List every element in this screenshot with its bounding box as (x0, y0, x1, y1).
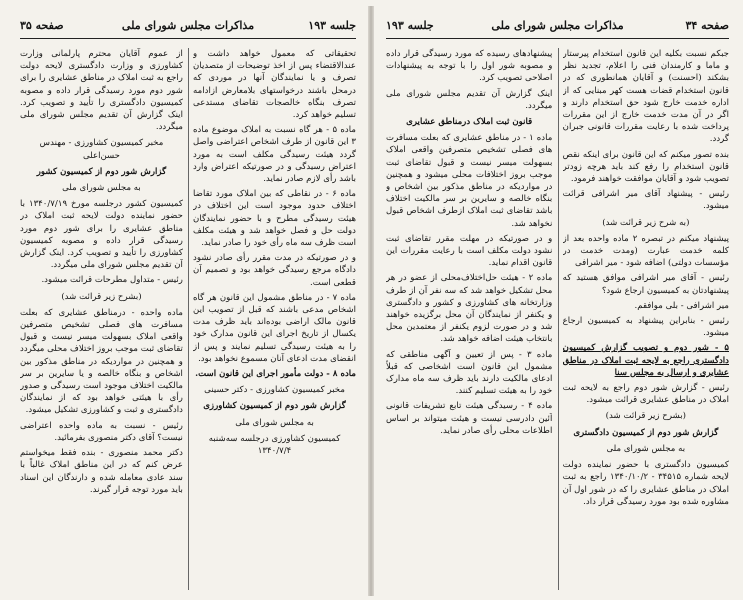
report-title: گزارش شور دوم از کمیسیون کشاورزی (203, 401, 346, 412)
left-page-column-right (193, 48, 356, 590)
paragraph: جبکم نسبت بکلیه این قانون استخدام پیرستار و ماما و کارمندان فنی را اعلام، تجدید نظر بشکند (احسنت) و آقایان همانطوری که در قانون استخدام قضات هست کهر مبنایی که از اداره خدمت خارج شود حق استخدام دارند و اگر در آن مدت خدمت خارج از این مقررات پرداخت شده با رعایت مقررات قانونی جبران گردد. (562, 49, 729, 145)
agenda-item-heading: ۵ - شور دوم و تصویب گزارش کمیسیون دادگستری راجع به لایحه ثبت املاک در مناطق عشایری و ارسال به مجلس سنا (562, 343, 729, 378)
right-page-column-left (386, 48, 552, 590)
article-3: ماده ۳ - پس از تعیین و آگهی مناطقی که مشمول این قانون است اشخاصی که قبلاً ادعای مالکیت دارند باید ظرف سه ماه مدارک خود را به هیئت تسلیم کنند. (386, 349, 553, 397)
signature-line: مخبر کمیسیون کشاورزی - دکتر حسینی (204, 385, 345, 396)
article-7: ماده ۷ - در مناطق مشمول این قانون هر گاه اشخاص مدعی باشند که قبل از تصویب این قانون مالک اراضی بوده‌اند باید ظرف مدت یکسال از تاریخ اجرای این قانون مدارک خود را به هیئت رسیدگی تسلیم نمایند و پس از انقضای مدت ادعای آنان مسموع نخواهد بود. (193, 292, 356, 364)
report-addressee: به مجلس شورای ملی (606, 443, 686, 454)
paragraph: کمیسیون دادگستری با حضور نماینده دولت لایحه شماره ۳۴۵۱۵ - ۱۳۴۰/۱۰/۲ راجع به ثبت املاک در مناطق عشایری را که در شور اول آن مشاوره شده بود مورد رسیدگی قرار داد. (562, 460, 729, 507)
paragraph: پیشنهادهای رسیده که مورد رسیدگی قرار داده و مصوبه شور اول را با توجه به پیشنهادات اصلاحی تصویب کرد. (386, 49, 553, 84)
speaker-line: رئیس - آقای میر اشرافی موافق هستید که پیشنهادتان به کمیسیون ارجاع شود؟ (562, 273, 729, 296)
left-page-header (20, 18, 356, 39)
right-page-number: صفحه ۳۴ (685, 19, 729, 32)
speaker-line: میر اشرافی - بلی موافقم. (634, 300, 729, 311)
left-page-journal-title: مذاکرات مجلس شورای ملی (121, 19, 255, 32)
speaker-line: دکتر محمد منصوری - بنده فقط میخواستم عرض کنم که در این مناطق املاک غالباً با سند عادی معامله شده و دارندگان این اسناد باید مورد توجه قرار گیرند. (20, 448, 183, 495)
right-page-journal-title: مذاکرات مجلس شورای ملی (491, 19, 624, 32)
right-page (372, 0, 743, 600)
report-session-date: کمیسیون کشاورزی درجلسه سه‌شنبه ۱۳۴۰/۷/۴ (208, 433, 341, 457)
article-8: ماده ۸ - دولت مأمور اجرای این قانون است. (195, 369, 356, 380)
speaker-line: رئیس - بنابراین پیشنهاد به کمیسیون ارجاع میشود. (562, 316, 729, 339)
column-divider (188, 48, 189, 590)
proposal-text: پیشنهاد میکنم در تبصره ۲ ماده واحده بعد از کلمه خدمت عبارت (ومدت خدمت در مؤسسات دولتی) اضافه شود - میر اشرافی (562, 233, 729, 269)
right-page-column-right (563, 48, 729, 590)
article-2: ماده ۲ - هیئت حل‌اختلاف‌محلی از عضو در هر محل تشکیل خواهد شد که سه نفر آن از طرف وزارتخانه های کشاورزی و کشور و دادگستری و یکنفر از نمایندگان آن محل برگزیده خواهند شد و در صورت لزوم یکنفر از معتمدین محل بانتخاب هیئت اضافه خواهد شد. (386, 273, 553, 345)
speaker-line: رئیس - گزارش شور دوم راجع به لایحه ثبت املاک در مناطق عشایری قرائت میشود. (562, 383, 729, 406)
article-1: ماده ۱ - در مناطق عشایری که بعلت مسافرت های فصلی تشخیص متصرفین واقعی املاک بسهولت میسر نیست و قبول تقاضای ثبت موجب بروز اختلافات محلی میشود و همچنین در مواردیکه در مناطق مذکور بین اشخاص و بنگاه خالصه و سایرین بر سر مالکیت اختلاف باشد تقاضای ثبت املاک ازطرف اشخاص قبول نخواهد شد. (386, 133, 553, 229)
paragraph: و در صورتیکه در مدت مقرر رأی صادر نشود دادگاه مرجع رسیدگی خواهد بود و تصمیم آن قطعی است. (193, 253, 356, 288)
column-divider (558, 48, 559, 590)
article-5: ماده ۵ - هر گاه نسبت به املاک موضوع ماده ۳ این قانون از طرف اشخاص اعتراضی واصل گردد هیئت رسیدگی مکلف است به مورد اعتراض رسیدگی و در صورتیکه اعتراض وارد باشد رأی لازم صادر نماید. (193, 125, 356, 185)
report-title: گزارش شور دوم از کمیسیون کشور (36, 166, 167, 177)
left-page-body (20, 48, 356, 590)
report-addressee: به مجلس شورای ملی (235, 417, 314, 428)
report-title: گزارش شور دوم از کمیسیون دادگستری (573, 427, 719, 438)
reading-note: (بشرح زیر قرائت شد) (61, 291, 142, 302)
law-title: قانون ثبت املاک درمناطق عشایری (406, 117, 533, 128)
paragraph: از عموم آقایان محترم پارلمانی وزارت کشاورزی و وزارت دادگستری لایحه دولت راجع به ثبت املاک در مناطق عشایری را برای شور دوم مورد رسیدگی قرار داده و مصوبه کمیسیون دادگستری را تأیید و تصویب کرد. اینک گزارش آن تقدیم مجلس شورای ملی میگردد. (20, 49, 183, 133)
right-page-session: جلسه ۱۹۳ (386, 19, 434, 32)
single-article: ماده واحده - درمناطق عشایری که بعلت مسافرت های فصلی تشخیص متصرفین واقعی املاک بسهولت میسر نیست و قبول تقاضای ثبت موجب بروز اختلاف محلی میگردد و همچنین در مواردیکه در مناطق مذکور بین اشخاص و بنگاه خالصه و یا سایرین بر سر مالکیت اختلاف موجود است رسیدگی و صدور رأی با هیئتی خواهد بود که از نمایندگان دادگستری و ثبت و کشاورزی تشکیل میشود. (20, 307, 183, 416)
right-page-header (386, 18, 729, 39)
reading-note: (بشرح زیر قرائت شد) (605, 411, 686, 422)
article-6: ماده ۶ - در نقاطی که بین املاک مورد تقاضا اختلاف حدود موجود است این اختلاف در هیئت رسیدگی مطرح و با حضور نمایندگان دولت حل و فصل خواهد شد و هیئت مکلف است ظرف سه ماه رأی خود را صادر نماید. (193, 189, 356, 249)
left-page-number: صفحه ۳۵ (20, 19, 64, 32)
speaker-line: رئیس - متداول مطرحات قرائت میشود. (41, 275, 183, 286)
paragraph: کمیسیون کشور درجلسه مورخ ۱۳۴۰/۷/۱۹ با حضور نماینده دولت لایحه ثبت املاک در مناطق عشایری را برای شور دوم مورد رسیدگی قرار داده و مصوبه کمیسیون کشاورزی را تأیید و تصویب کرد. اینک گزارش آن تقدیم مجلس شورای ملی میگردد. (20, 199, 183, 271)
signature-line: مخبر کمیسیون کشاورزی - مهندس حسن‌اعلی (39, 138, 164, 161)
left-page-column-left (20, 48, 183, 590)
speaker-line: رئیس - نسبت به ماده واحده اعتراضی نیست؟ آقای دکتر منصوری بفرمائید. (20, 420, 183, 443)
speaker-line: رئیس - پیشنهاد آقای میر اشرافی قرائت میشود. (562, 189, 729, 212)
left-page (0, 0, 370, 600)
reading-note: (به شرح زیر قرائت شد) (602, 217, 690, 228)
paragraph: اینک گزارش آن تقدیم مجلس شورای ملی میگردد. (386, 88, 553, 111)
paragraph: تحقیقاتی که معمول خواهد داشت و عندالاقتضاء پس از اخذ توضیحات از متصدیان تصرف و یا نمایندگان آنها در موردی که درمحل باشند درخواستهای بلامعارض ازادامه تصرف بنگاه خالصجات تقاضای مستدعی تسلیم خواهد کرد. (193, 49, 356, 121)
article-4: ماده ۴ - رسیدگی هیئت تابع تشریفات قانونی آئین دادرسی نیست و هیئت میتواند بر اساس اطلاعات محلی رأی صادر نماید. (386, 401, 553, 436)
paragraph: و در صورتیکه در مهلت مقرر تقاضای ثبت نشود دولت مکلف است با رعایت مقررات این قانون اقدام نماید. (386, 233, 553, 269)
paragraph: بنده تصور میکنم که این قانون برای اینکه نقص قانون استخدام را رفع کند باید هرچه زودتر تصویب شود و آقایان موافقت خواهند فرمود. (562, 149, 729, 185)
right-page-body (386, 48, 729, 590)
report-addressee: به مجلس شورای ملی (62, 183, 141, 194)
left-page-session: جلسه ۱۹۳ (308, 19, 356, 32)
